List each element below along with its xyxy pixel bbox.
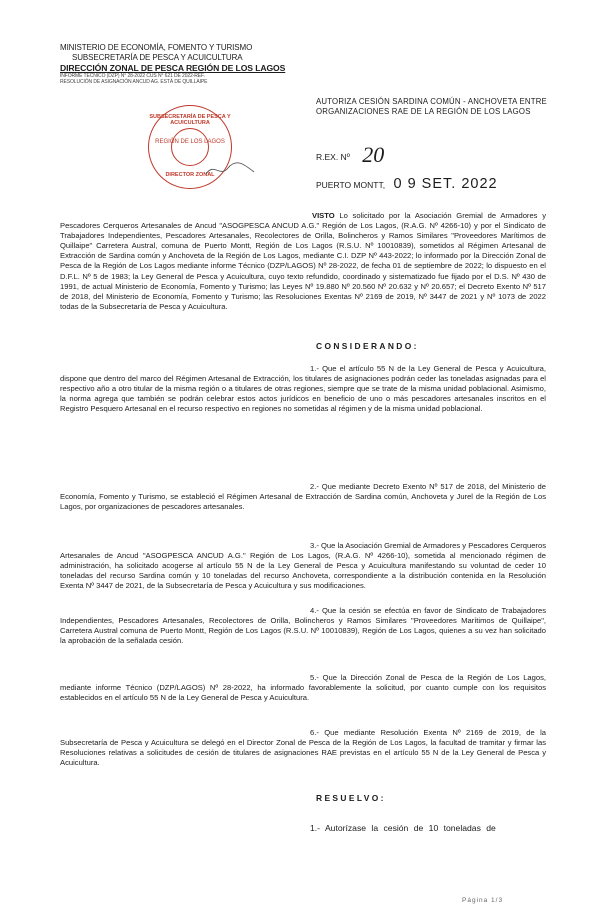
stamp-middle-text: REGIÓN DE LOS LAGOS	[155, 139, 225, 145]
place: PUERTO MONTT,	[316, 180, 386, 190]
signature-mark	[204, 158, 256, 180]
resolution-value: 20	[362, 142, 385, 167]
considerando-6: 6.- Que mediante Resolución Exenta Nº 2169 de 2019, de la Subsecretaría de Pesca y Acuicultura se delegó en el Director Zonal de Pesca de la Región de Los Lagos, la facultad de tramitar y firmar las Resoluciones relativas a solicitudes de cesión de titulares de asignaciones RAE previstas en el artículo 55 N de la Ley General de Pesca y Acuicultura.	[60, 728, 546, 768]
ministry-line: MINISTERIO DE ECONOMÍA, FOMENTO Y TURISMO	[60, 43, 253, 52]
resuelvo-heading: RESUELVO:	[316, 793, 386, 803]
resolution-subject: AUTORIZA CESIÓN SARDINA COMÚN - ANCHOVETA ENTRE ORGANIZACIONES RAE DE LA REGIÓN DE LOS LAGOS	[316, 97, 547, 116]
considerando-1: 1.- Que el artículo 55 N de la Ley General de Pesca y Acuicultura, dispone que dentro del marco del Régimen Artesanal de Extracción, los titulares de asignaciones podrán ceder las toneladas asignadas para el respectivo año a otro titular de la misma región o a titulares de otras regiones, siempre que se trate de la misma unidad poblacional. Asimismo, la norma agrega que también se podrán celebrar estos actos jurídicos en beneficio de uno o más pescadores artesanales inscritos en el Registro Pesquero Artesanal en el recurso respectivo en regiones no sometidas al régimen y de la misma unidad poblacional.	[60, 364, 546, 414]
reference-line-1: INFORME TÉCNICO (DZP) N° 28-2022 CUS N° 621 DE 2022-REF.	[60, 73, 205, 79]
letterhead	[60, 43, 300, 85]
resolution-number	[316, 140, 384, 166]
date: 0 9 SET. 2022	[393, 176, 498, 192]
resuelvo-1: 1.- Autorízase la cesión de 10 toneladas de	[310, 823, 496, 833]
visto-paragraph	[60, 211, 546, 312]
stamp-top-text: SUBSECRETARÍA DE PESCA Y ACUICULTURA	[149, 114, 231, 126]
place-and-date	[316, 176, 498, 192]
stamp-bottom-text: DIRECTOR ZONAL	[165, 172, 215, 178]
subsecretariat-line: SUBSECRETARÍA DE PESCA Y ACUICULTURA	[72, 53, 243, 62]
visto-text: Lo solicitado por la Asociación Gremial de Armadores y Pescadores Cerqueros Artesanales de Ancud "ASOGPESCA ANCUD A.G." Región de Los Lagos, (R.A.G. Nº 4266-10) y por el Sindicato de Trabajadores Independientes, Pescadores Artesanales, Recolectores de Orilla, Bolincheros y Ramos Similares "Proveedores Marítimos de Quillaipe" Carretera Austral, comuna de Puerto Montt, Región de Los Lagos (R.S.U. Nº 10010839), sometidos al Régimen Artesanal de Extracción de Sardina común y Anchoveta de la Región de Los Lagos, mediante C.I. DZP Nº 443-2022; lo informado por la Dirección Zonal de Pesca de la Región de Los Lagos mediante informe Técnico (DZP/LAGOS) Nº 28-2022, de fecha 01 de septiembre de 2022; lo dispuesto en el D.F.L. Nº 5 de 1983; la Ley General de Pesca y Acuicultura, cuyo texto refundido, coordinado y sistematizado fue fijado por el D.S. Nº 430 de 1991, de actual Ministerio de Economía, Fomento y Turismo; las Leyes Nº 19.880 Nº 20.560 Nº 20.632 y Nº 20.657; el Decreto Exento Nº 517 de 2018, del Ministerio de Economía, Fomento y Turismo; las Resoluciones Exentas Nº 2169 de 2019, Nº 3447 de 2021 y Nº 1073 de 2022 todas de la Subsecretaría de Pesca y Acuicultura.	[60, 211, 546, 311]
considerando-5: 5.- Que la Dirección Zonal de Pesca de la Región de Los Lagos, mediante informe Técnico (DZP/LAGOS) Nº 28-2022, ha informado favorablemente la solicitud, por cuanto cumple con los requisitos establecidos en el artículo 55 N de la Ley General de Pesca y Acuicultura.	[60, 673, 546, 703]
considerando-2: 2.- Que mediante Decreto Exento Nº 517 de 2018, del Ministerio de Economía, Fomento y Turismo, se estableció el Régimen Artesanal de Extracción de Sardina común, Anchoveta y Jurel de la Región de Los Lagos, por organizaciones de pescadores artesanales.	[60, 482, 546, 512]
reference-line-2: RESOLUCIÓN DE ASIGNACIÓN ANCUD AG. ESTÁ DE QUILLAIPE	[60, 79, 208, 85]
page-number: Página 1/3	[462, 897, 504, 904]
visto-label: VISTO	[312, 211, 335, 220]
considerando-4: 4.- Que la cesión se efectúa en favor de Sindicato de Trabajadores Independientes, Pescadores Artesanales, Recolectores de Orilla, Bolincheros y Ramos Similares "Proveedores Marítimos de Quillaipe", Carretera Austral comuna de Puerto Montt, Región de Los Lagos (R.S.U. Nº 10010839), Región de Los Lagos, quienes a su vez han solicitado la aprobación de la señalada cesión.	[60, 606, 546, 646]
considerando-heading: CONSIDERANDO:	[316, 341, 419, 351]
resolution-label: R.EX. Nº	[316, 152, 350, 162]
considerando-3: 3.- Que la Asociación Gremial de Armadores y Pescadores Cerqueros Artesanales de Ancud "ASOGPESCA ANCUD A.G." Región de Los Lagos, (R.A.G. Nº 4266-10), sometida al mencionado régimen de administración, ha solicitado acogerse al artículo 55 N de la Ley General de Pesca y Acuicultura manifestando su voluntad de ceder 10 toneladas del recurso Sardina común y 10 toneladas del recurso Anchoveta, correspondiente a la distribución contenida en la Resolución Exenta Nº 3447 de 2021, de la Subsecretaría de Pesca y Acuicultura y sus modificaciones.	[60, 541, 546, 591]
zonal-office-line: DIRECCIÓN ZONAL DE PESCA REGIÓN DE LOS LAGOS	[60, 63, 286, 73]
